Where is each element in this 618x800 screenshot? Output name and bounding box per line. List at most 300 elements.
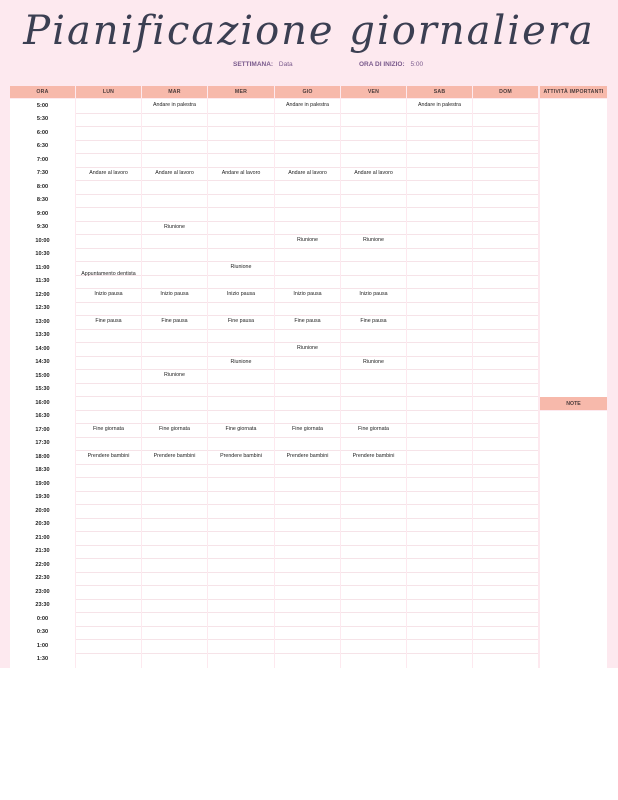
row-separator bbox=[473, 504, 538, 505]
row-separator bbox=[275, 585, 340, 586]
row-separator bbox=[76, 369, 141, 370]
time-label: 15:00 bbox=[35, 372, 50, 379]
row-separator bbox=[275, 410, 340, 411]
row-separator bbox=[407, 234, 472, 235]
row-separator bbox=[76, 558, 141, 559]
row-separator bbox=[473, 585, 538, 586]
row-separator bbox=[407, 180, 472, 181]
row-separator bbox=[407, 491, 472, 492]
row-separator bbox=[341, 302, 406, 303]
row-separator bbox=[341, 464, 406, 465]
row-separator bbox=[473, 572, 538, 573]
header-day-ven: VEN bbox=[341, 86, 406, 98]
row-separator bbox=[76, 626, 141, 627]
row-separator bbox=[407, 410, 472, 411]
row-separator bbox=[208, 396, 274, 397]
schedule-entry[interactable]: Fine giornata bbox=[225, 426, 257, 433]
row-separator bbox=[341, 504, 406, 505]
row-separator bbox=[142, 356, 207, 357]
schedule-entry[interactable]: Riunione bbox=[164, 372, 185, 379]
row-separator bbox=[407, 288, 472, 289]
row-separator bbox=[208, 180, 274, 181]
row-separator bbox=[208, 639, 274, 640]
row-separator bbox=[76, 585, 141, 586]
header-day-dom: DOM bbox=[473, 86, 538, 98]
row-separator bbox=[473, 153, 538, 154]
schedule-entry[interactable]: Andare al lavoro bbox=[155, 169, 194, 176]
row-separator bbox=[473, 248, 538, 249]
time-label: 5:30 bbox=[36, 116, 49, 123]
row-separator bbox=[407, 653, 472, 654]
time-label: 5:00 bbox=[36, 102, 49, 109]
schedule-entry[interactable]: Andare in palestra bbox=[418, 102, 461, 109]
row-separator bbox=[76, 126, 141, 127]
row-separator bbox=[407, 464, 472, 465]
time-label: 6:00 bbox=[36, 129, 49, 136]
row-separator bbox=[473, 477, 538, 478]
schedule-entry[interactable]: Fine pausa bbox=[95, 318, 122, 325]
row-separator bbox=[407, 545, 472, 546]
day-column bbox=[208, 99, 274, 668]
row-separator bbox=[341, 275, 406, 276]
row-separator bbox=[142, 234, 207, 235]
row-separator bbox=[473, 599, 538, 600]
row-separator bbox=[473, 221, 538, 222]
row-separator bbox=[473, 113, 538, 114]
row-separator bbox=[76, 612, 141, 613]
row-separator bbox=[275, 113, 340, 114]
row-separator bbox=[341, 342, 406, 343]
row-separator bbox=[407, 167, 472, 168]
time-label: 8:30 bbox=[36, 197, 49, 204]
row-separator bbox=[275, 626, 340, 627]
schedule-entry[interactable]: Inizio pausa bbox=[226, 291, 256, 298]
row-separator bbox=[341, 612, 406, 613]
time-label: 12:00 bbox=[35, 291, 50, 298]
row-separator bbox=[341, 207, 406, 208]
row-separator bbox=[142, 572, 207, 573]
schedule-entry[interactable]: Fine giornata bbox=[292, 426, 323, 433]
schedule-entry[interactable]: Fine giornata bbox=[159, 426, 190, 433]
row-separator bbox=[341, 113, 406, 114]
row-separator bbox=[407, 423, 472, 424]
row-separator bbox=[142, 531, 207, 532]
row-separator bbox=[142, 477, 207, 478]
row-separator bbox=[341, 383, 406, 384]
row-separator bbox=[208, 153, 274, 154]
start-time-value[interactable]: 5:00 bbox=[410, 61, 424, 68]
row-separator bbox=[407, 221, 472, 222]
row-separator bbox=[208, 518, 274, 519]
row-separator bbox=[341, 639, 406, 640]
row-separator bbox=[76, 464, 141, 465]
row-separator bbox=[76, 504, 141, 505]
row-separator bbox=[473, 167, 538, 168]
time-label: 19:00 bbox=[35, 480, 50, 487]
schedule-entry[interactable]: Riunione bbox=[363, 237, 384, 244]
row-separator bbox=[341, 437, 406, 438]
row-separator bbox=[341, 140, 406, 141]
row-separator bbox=[473, 207, 538, 208]
schedule-entry[interactable]: Fine pausa bbox=[161, 318, 188, 325]
row-separator bbox=[341, 653, 406, 654]
row-separator bbox=[407, 558, 472, 559]
week-field[interactable] bbox=[233, 61, 293, 69]
row-separator bbox=[76, 545, 141, 546]
row-separator bbox=[275, 383, 340, 384]
row-separator bbox=[208, 531, 274, 532]
row-separator bbox=[208, 491, 274, 492]
time-label: 23:00 bbox=[35, 588, 50, 595]
row-separator bbox=[142, 383, 207, 384]
row-separator bbox=[473, 369, 538, 370]
row-separator bbox=[341, 126, 406, 127]
row-separator bbox=[208, 653, 274, 654]
time-label: 7:30 bbox=[36, 170, 49, 177]
time-label: 22:30 bbox=[35, 575, 50, 582]
time-label: 17:30 bbox=[35, 440, 50, 447]
row-separator bbox=[407, 153, 472, 154]
row-separator bbox=[142, 342, 207, 343]
schedule-entry[interactable]: Andare in palestra bbox=[286, 102, 329, 109]
row-separator bbox=[142, 504, 207, 505]
time-label: 19:30 bbox=[35, 494, 50, 501]
row-separator bbox=[76, 531, 141, 532]
time-label: 11:30 bbox=[35, 278, 50, 285]
row-separator bbox=[341, 531, 406, 532]
row-separator bbox=[208, 126, 274, 127]
row-separator bbox=[76, 194, 141, 195]
row-separator bbox=[473, 518, 538, 519]
row-separator bbox=[76, 383, 141, 384]
time-label: 1:30 bbox=[36, 656, 49, 663]
row-separator bbox=[142, 639, 207, 640]
week-value[interactable]: Data bbox=[278, 61, 293, 68]
schedule-entry[interactable]: Inizio pausa bbox=[359, 291, 388, 298]
row-separator bbox=[407, 639, 472, 640]
row-separator bbox=[407, 518, 472, 519]
row-separator bbox=[275, 356, 340, 357]
row-separator bbox=[208, 585, 274, 586]
row-separator bbox=[142, 612, 207, 613]
row-separator bbox=[341, 491, 406, 492]
time-label: 7:00 bbox=[36, 156, 49, 163]
row-separator bbox=[407, 437, 472, 438]
row-separator bbox=[208, 504, 274, 505]
schedule-entry[interactable]: Andare in palestra bbox=[153, 102, 196, 109]
row-separator bbox=[208, 369, 274, 370]
schedule-entry[interactable]: Riunione bbox=[297, 345, 318, 352]
day-column bbox=[341, 99, 406, 668]
row-separator bbox=[275, 369, 340, 370]
row-separator bbox=[76, 221, 141, 222]
row-separator bbox=[407, 356, 472, 357]
row-separator bbox=[142, 207, 207, 208]
row-separator bbox=[275, 180, 340, 181]
time-label: 13:00 bbox=[35, 318, 50, 325]
row-separator bbox=[473, 626, 538, 627]
time-label: 21:00 bbox=[35, 534, 50, 541]
schedule-entry[interactable]: Riunione bbox=[164, 223, 185, 230]
row-separator bbox=[142, 261, 207, 262]
row-separator bbox=[142, 491, 207, 492]
row-separator bbox=[473, 558, 538, 559]
row-separator bbox=[275, 126, 340, 127]
row-separator bbox=[208, 302, 274, 303]
row-separator bbox=[208, 234, 274, 235]
row-separator bbox=[473, 194, 538, 195]
row-separator bbox=[275, 275, 340, 276]
start-time-field[interactable] bbox=[359, 61, 423, 69]
row-separator bbox=[473, 315, 538, 316]
schedule-entry[interactable]: Andare al lavoro bbox=[89, 169, 128, 176]
row-separator bbox=[407, 383, 472, 384]
time-label: 23:30 bbox=[35, 602, 50, 609]
row-separator bbox=[473, 275, 538, 276]
row-separator bbox=[142, 518, 207, 519]
row-separator bbox=[208, 410, 274, 411]
time-label: 14:30 bbox=[35, 359, 50, 366]
row-separator bbox=[473, 612, 538, 613]
row-separator bbox=[76, 639, 141, 640]
row-separator bbox=[275, 504, 340, 505]
row-separator bbox=[142, 545, 207, 546]
row-separator bbox=[473, 302, 538, 303]
row-separator bbox=[142, 599, 207, 600]
row-separator bbox=[208, 545, 274, 546]
day-column bbox=[142, 99, 207, 668]
schedule-entry[interactable]: Fine giornata bbox=[93, 426, 124, 433]
row-separator bbox=[275, 531, 340, 532]
row-separator bbox=[407, 396, 472, 397]
time-label: 18:30 bbox=[35, 467, 50, 474]
schedule-entry[interactable]: Riunione bbox=[230, 264, 252, 271]
row-separator bbox=[275, 653, 340, 654]
row-separator bbox=[407, 612, 472, 613]
time-label: 20:30 bbox=[35, 521, 50, 528]
row-separator bbox=[275, 207, 340, 208]
row-separator bbox=[407, 342, 472, 343]
time-label: 0:30 bbox=[36, 629, 49, 636]
row-separator bbox=[76, 207, 141, 208]
schedule-entry[interactable]: Fine pausa bbox=[227, 318, 255, 325]
row-separator bbox=[76, 653, 141, 654]
row-separator bbox=[473, 531, 538, 532]
row-separator bbox=[208, 248, 274, 249]
row-separator bbox=[407, 113, 472, 114]
row-separator bbox=[275, 477, 340, 478]
row-separator bbox=[473, 410, 538, 411]
schedule-entry[interactable]: Fine pausa bbox=[294, 318, 321, 325]
row-separator bbox=[208, 140, 274, 141]
row-separator bbox=[473, 234, 538, 235]
row-separator bbox=[208, 329, 274, 330]
time-label: 8:00 bbox=[36, 183, 49, 190]
row-separator bbox=[407, 450, 472, 451]
row-separator bbox=[473, 396, 538, 397]
row-separator bbox=[208, 599, 274, 600]
row-separator bbox=[341, 518, 406, 519]
row-separator bbox=[76, 113, 141, 114]
row-separator bbox=[208, 275, 274, 276]
row-separator bbox=[341, 221, 406, 222]
row-separator bbox=[76, 140, 141, 141]
time-label: 14:00 bbox=[35, 345, 50, 352]
schedule-entry[interactable]: Fine pausa bbox=[360, 318, 387, 325]
row-separator bbox=[407, 302, 472, 303]
row-separator bbox=[275, 329, 340, 330]
row-separator bbox=[142, 194, 207, 195]
row-separator bbox=[407, 261, 472, 262]
row-separator bbox=[76, 599, 141, 600]
schedule-entry[interactable]: Appuntamento dentista bbox=[81, 271, 136, 277]
row-separator bbox=[473, 342, 538, 343]
row-separator bbox=[407, 626, 472, 627]
row-separator bbox=[208, 558, 274, 559]
row-separator bbox=[341, 261, 406, 262]
row-separator bbox=[208, 113, 274, 114]
row-separator bbox=[142, 329, 207, 330]
row-separator bbox=[142, 653, 207, 654]
row-separator bbox=[275, 396, 340, 397]
row-separator bbox=[473, 288, 538, 289]
schedule-entry[interactable]: Andare al lavoro bbox=[221, 169, 261, 176]
row-separator bbox=[142, 626, 207, 627]
time-label: 10:30 bbox=[35, 251, 50, 258]
row-separator bbox=[275, 639, 340, 640]
schedule-entry[interactable]: Prendere bambini bbox=[87, 453, 130, 460]
row-separator bbox=[208, 194, 274, 195]
row-separator bbox=[76, 410, 141, 411]
row-separator bbox=[473, 491, 538, 492]
schedule-entry[interactable]: Riunione bbox=[230, 358, 252, 365]
row-separator bbox=[142, 585, 207, 586]
row-separator bbox=[407, 315, 472, 316]
row-separator bbox=[473, 140, 538, 141]
row-separator bbox=[142, 180, 207, 181]
row-separator bbox=[407, 140, 472, 141]
schedule-entry[interactable]: Fine giornata bbox=[358, 426, 389, 433]
row-separator bbox=[341, 248, 406, 249]
time-label: 16:30 bbox=[35, 413, 50, 420]
row-separator bbox=[76, 180, 141, 181]
row-separator bbox=[407, 477, 472, 478]
row-separator bbox=[407, 585, 472, 586]
row-separator bbox=[473, 126, 538, 127]
row-separator bbox=[142, 558, 207, 559]
row-separator bbox=[275, 194, 340, 195]
row-separator bbox=[341, 396, 406, 397]
row-separator bbox=[76, 491, 141, 492]
row-separator bbox=[407, 207, 472, 208]
row-separator bbox=[407, 329, 472, 330]
row-separator bbox=[341, 558, 406, 559]
time-label: 10:00 bbox=[35, 237, 50, 244]
row-separator bbox=[473, 356, 538, 357]
row-separator bbox=[76, 518, 141, 519]
row-separator bbox=[76, 477, 141, 478]
row-separator bbox=[341, 180, 406, 181]
row-separator bbox=[76, 153, 141, 154]
row-separator bbox=[407, 126, 472, 127]
row-separator bbox=[275, 599, 340, 600]
header-day-lun: LUN bbox=[76, 86, 141, 98]
schedule-entry[interactable]: Riunione bbox=[363, 358, 384, 365]
row-separator bbox=[76, 329, 141, 330]
time-label: 1:00 bbox=[36, 642, 49, 649]
week-label: SETTIMANA: bbox=[233, 61, 274, 68]
row-separator bbox=[341, 194, 406, 195]
important-tasks-column[interactable] bbox=[540, 99, 607, 397]
notes-column[interactable] bbox=[540, 411, 607, 668]
schedule-entry[interactable]: Inizio pausa bbox=[293, 291, 322, 298]
day-column bbox=[473, 99, 538, 668]
row-separator bbox=[407, 194, 472, 195]
row-separator bbox=[76, 342, 141, 343]
row-separator bbox=[142, 248, 207, 249]
schedule-entry[interactable]: Inizio pausa bbox=[94, 291, 123, 298]
row-separator bbox=[275, 558, 340, 559]
time-label: 13:30 bbox=[35, 332, 50, 339]
row-separator bbox=[473, 437, 538, 438]
schedule-entry[interactable]: Riunione bbox=[297, 237, 318, 244]
row-separator bbox=[341, 572, 406, 573]
schedule-entry[interactable]: Prendere bambini bbox=[352, 453, 395, 460]
row-separator bbox=[407, 275, 472, 276]
schedule-entry[interactable]: Prendere bambini bbox=[286, 453, 329, 460]
row-separator bbox=[76, 234, 141, 235]
schedule-entry[interactable]: Prendere bambini bbox=[220, 453, 262, 460]
schedule-entry[interactable]: Inizio pausa bbox=[160, 291, 189, 298]
row-separator bbox=[208, 612, 274, 613]
row-separator bbox=[76, 396, 141, 397]
row-separator bbox=[275, 572, 340, 573]
row-separator bbox=[407, 599, 472, 600]
row-separator bbox=[208, 437, 274, 438]
row-separator bbox=[142, 302, 207, 303]
row-separator bbox=[275, 248, 340, 249]
row-separator bbox=[341, 585, 406, 586]
schedule-entry[interactable]: Prendere bambini bbox=[153, 453, 196, 460]
time-label: 21:30 bbox=[35, 548, 50, 555]
row-separator bbox=[473, 464, 538, 465]
schedule-entry[interactable]: Andare al lavoro bbox=[354, 169, 393, 176]
row-separator bbox=[407, 369, 472, 370]
header-day-sab: SAB bbox=[407, 86, 472, 98]
row-separator bbox=[208, 626, 274, 627]
row-separator bbox=[473, 423, 538, 424]
row-separator bbox=[76, 356, 141, 357]
time-label: 18:00 bbox=[35, 453, 50, 460]
header-time: ORA bbox=[10, 86, 75, 98]
row-separator bbox=[407, 572, 472, 573]
row-separator bbox=[473, 545, 538, 546]
row-separator bbox=[142, 464, 207, 465]
row-separator bbox=[208, 207, 274, 208]
header-important-tasks: ATTIVITÀ IMPORTANTI bbox=[540, 86, 607, 98]
page-title: Pianificazione giornaliera bbox=[23, 8, 595, 54]
schedule-entry[interactable]: Andare al lavoro bbox=[288, 169, 327, 176]
day-column bbox=[275, 99, 340, 668]
row-separator bbox=[208, 477, 274, 478]
row-separator bbox=[208, 572, 274, 573]
row-separator bbox=[473, 180, 538, 181]
row-separator bbox=[275, 545, 340, 546]
row-separator bbox=[473, 383, 538, 384]
row-separator bbox=[208, 383, 274, 384]
row-separator bbox=[275, 518, 340, 519]
row-separator bbox=[341, 599, 406, 600]
